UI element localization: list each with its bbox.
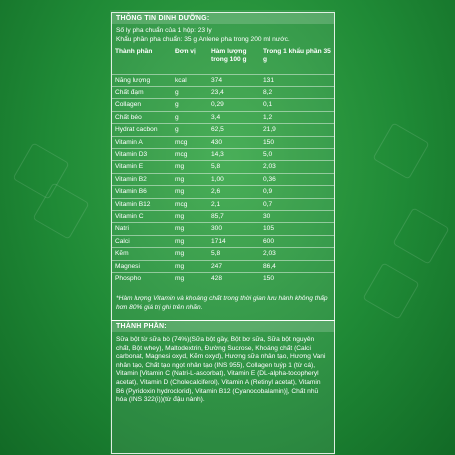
cell-component: Vitamin C [112,210,172,222]
cell-per-serving: 150 [260,136,334,148]
cell-per-100g: 374 [208,74,260,86]
cell-per-serving: 30 [260,210,334,222]
servings-line: Số ly pha chuẩn của 1 hộp: 23 ly [116,27,212,34]
cell-unit: g [172,124,208,136]
cell-per-100g: 0,29 [208,99,260,111]
cell-per-serving: 0,1 [260,99,334,111]
cell-per-serving: 5,0 [260,148,334,160]
cell-per-serving: 105 [260,223,334,235]
cell-per-100g: 247 [208,260,260,272]
nutrition-section [111,12,335,321]
nutrition-row [112,248,334,260]
nutrition-row [112,198,334,210]
nutrition-title: THÔNG TIN DINH DƯỠNG: [112,13,334,24]
nutrition-row [112,161,334,173]
cell-per-serving: 150 [260,273,334,285]
cell-per-100g: 85,7 [208,210,260,222]
header-per-serving: Trong 1 khẩu phần 35 g [263,48,331,63]
cell-per-100g: 1714 [208,235,260,247]
cell-unit: mcg [172,136,208,148]
nutrition-row [112,74,334,86]
decor-hexagon [362,262,419,319]
cell-per-100g: 5,8 [208,248,260,260]
cell-component: Phospho [112,273,172,285]
ingredients-section [111,320,335,454]
nutrition-row [112,99,334,111]
cell-per-serving: 2,03 [260,248,334,260]
cell-per-100g: 1,00 [208,173,260,185]
cell-unit: mcg [172,148,208,160]
cell-component: Collagen [112,99,172,111]
cell-per-serving: 131 [260,74,334,86]
cell-per-100g: 430 [208,136,260,148]
nutrition-row [112,273,334,285]
cell-component: Calci [112,235,172,247]
cell-unit: g [172,111,208,123]
cell-per-100g: 3,4 [208,111,260,123]
header-per-100g: Hàm lượng trong 100 g [211,48,247,63]
nutrition-row [112,235,334,247]
cell-per-serving: 0,9 [260,186,334,198]
cell-component: Vitamin B12 [112,198,172,210]
ingredients-title: THÀNH PHẦN: [112,321,334,332]
ingredients-text: Sữa bột từ sữa bò (74%)(Sữa bột gầy, Bột bơ sữa, Sữa bột nguyên chất, Bột whey), Maltodextrin, Đường Sucrose, Khoáng chất (Calci carbonat, Magnesi oxyd, Kẽm oxyd), Hương sữa nhân tạo, Hương Vani nhân tạo, Chất tạo ngọt nhân tạo (INS 955), Collagen tuýp 1 (từ cá), Vitamin [Vitamin C (Natri-L-ascorbat), Vitamin E (DL-alpha-tocopheryl acetat), Vitamin D (Cholecalciferol), Vitamin A (Retinyl acetat), Vitamin B6 (Pyridoxin hydroclorid), Vitamin B12 (Cyanocobalamin)], Chất nhũ hóa (INS 322(i))(từ đậu nành). [116,336,326,404]
cell-per-serving: 0,36 [260,173,334,185]
cell-component: Năng lượng [112,74,172,86]
cell-unit: mcg [172,198,208,210]
cell-unit: mg [172,161,208,173]
cell-per-serving: 8,2 [260,86,334,98]
cell-unit: mg [172,260,208,272]
cell-per-100g: 428 [208,273,260,285]
nutrition-row [112,260,334,272]
cell-per-100g: 23,4 [208,86,260,98]
cell-unit: mg [172,273,208,285]
nutrition-row [112,148,334,160]
nutrition-row [112,86,334,98]
cell-per-serving: 0,7 [260,198,334,210]
cell-unit: mg [172,173,208,185]
decor-hexagon [392,207,449,264]
cell-component: Vitamin B6 [112,186,172,198]
cell-per-serving: 21,9 [260,124,334,136]
nutrition-header-row [112,48,334,74]
cell-component: Vitamin A [112,136,172,148]
cell-component: Chất đạm [112,86,172,98]
cell-unit: mg [172,223,208,235]
cell-component: Vitamin E [112,161,172,173]
cell-per-100g: 62,5 [208,124,260,136]
portion-line: Khẩu phần pha chuẩn: 35 g Anlene pha trong 200 ml nước. [116,36,290,43]
cell-unit: mg [172,210,208,222]
cell-component: Natri [112,223,172,235]
cell-per-100g: 14,3 [208,148,260,160]
cell-per-serving: 1,2 [260,111,334,123]
cell-unit: kcal [172,74,208,86]
cell-component: Vitamin D3 [112,148,172,160]
cell-component: Vitamin B2 [112,173,172,185]
nutrition-table [112,48,334,284]
cell-unit: mg [172,235,208,247]
cell-per-100g: 2,1 [208,198,260,210]
header-unit: Đơn vị [175,48,196,55]
nutrition-row [112,111,334,123]
cell-per-100g: 2,6 [208,186,260,198]
cell-unit: g [172,99,208,111]
cell-per-serving: 86,4 [260,260,334,272]
vitamin-note: *Hàm lượng Vitamin và khoáng chất trong thời gian lưu hành không thấp hơn 80% giá trị ghi trên nhãn. [116,295,328,312]
header-component: Thành phần [115,48,153,55]
cell-component: Kẽm [112,248,172,260]
cell-per-serving: 2,03 [260,161,334,173]
cell-unit: g [172,86,208,98]
decor-hexagon [372,122,429,179]
nutrition-row [112,173,334,185]
cell-unit: mg [172,186,208,198]
cell-per-100g: 300 [208,223,260,235]
cell-per-serving: 600 [260,235,334,247]
cell-component: Chất béo [112,111,172,123]
nutrition-row [112,124,334,136]
cell-component: Magnesi [112,260,172,272]
cell-unit: mg [172,248,208,260]
nutrition-row [112,210,334,222]
nutrition-row [112,223,334,235]
cell-component: Hydrat cacbon [112,124,172,136]
nutrition-row [112,136,334,148]
nutrition-row [112,186,334,198]
cell-per-100g: 5,8 [208,161,260,173]
